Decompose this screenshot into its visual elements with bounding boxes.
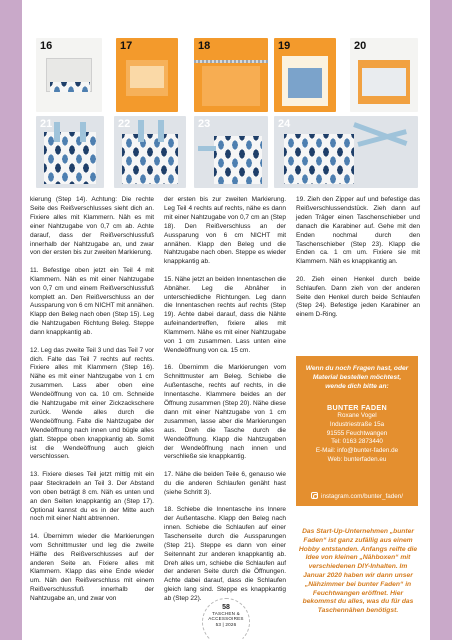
step-number: 17 — [120, 40, 133, 52]
strap — [54, 122, 60, 142]
paragraph: 19. Zieh den Zipper auf und befestige das Reißverschlussendstück. Zieh dann auf jeden Träger einen Taschenschieber und danach die Karabiner auf. Gehe mit den Enden nochmal durch den Taschenschieber (Step 23). Klapp die Enden ca. 1 cm um. Fixiere sie mit Klammern. Näh es knappkantig an. — [296, 196, 420, 266]
step-number: 20 — [354, 40, 367, 52]
instagram-icon — [311, 492, 318, 499]
zipper — [194, 60, 268, 63]
step-16-photo — [36, 38, 102, 112]
text-column-3 — [296, 196, 420, 329]
paragraph: kierung (Step 14). Achtung: Die rechte Seite des Reißverschlusses sieht dich an. Fixiere alles mit Klammern. Näh es mit einer Nahtzugabe von 0,7 cm ab. Achte darauf, dass der Reißverschlussfuß innerhalb der Nahtzugabe an, und zwar von der ersten bis zur zweiten Markierung. — [30, 196, 154, 257]
strap — [80, 122, 86, 142]
step-number: 23 — [198, 118, 211, 130]
contact-street: Industriestraße 15a — [329, 420, 385, 428]
page-frame-left — [0, 0, 22, 640]
strap — [198, 146, 216, 151]
step-18-photo — [194, 38, 268, 112]
paragraph: 13. Fixiere dieses Teil jetzt mittig mit ein paar Steckradeln an Teil 3. Der Abstand von oben beträgt 8 cm. Näh es unten und an den Seiten knappkantig an (Step 17). Optional kannst du es in der Mitte auch noch mit einer Naht abtrennen. — [30, 470, 154, 523]
step-number: 24 — [278, 118, 291, 130]
contact-box — [296, 356, 418, 506]
company-note: Das Start-Up-Unternehmen „bunter Faden“ ist ganz zufällig aus einem Hobby entstanden. Anfangs reifte die Idee von kleinen „Nähboxen“ mit verschiedenen DIY-Inhalten. Im Januar 2020 haben wir dann unser „Nähzimmer bei bunter Faden“ in Feuchtwangen eröffnet. Hier bekommst du alles, was du für das Taschennähen benötigst. — [298, 528, 418, 615]
contact-email[interactable]: E-Mail: info@bunter-faden.de — [315, 447, 399, 455]
paragraph: 20. Zieh einen Henkel durch beide Schlaufen. Dann zieh von der anderen Seite den Henkel durch beide Schlaufen (Step 24). Befestige jeden Karabiner an einem D-Ring. — [296, 275, 420, 319]
step-17-photo — [116, 38, 178, 112]
paragraph: 14. Übernimm wieder die Markierungen vom Schnittmuster und leg die zweite Hälfte des Reißverschlusses auf der anderen Seite an. Fixiere alles mit Klammern. Klapp das eine Ende wieder um. Näh den Reißverschluss mit einem Reißverschlussfuß innerhalb der Nahtzugabe an, und zwar von — [30, 532, 154, 603]
contact-name: Roxane Vogel — [337, 412, 377, 419]
step-number: 18 — [198, 40, 211, 52]
pattern-strip — [50, 82, 90, 92]
contact-city: 91555 Feuchtwangen — [326, 429, 388, 437]
page-number: 58 — [222, 604, 230, 611]
step-22-photo — [114, 116, 186, 188]
step-23-photo — [194, 116, 268, 188]
text-column-1 — [30, 196, 154, 613]
page-folio — [196, 604, 256, 627]
paragraph: 12. Leg das zweite Teil 3 und das Teil 7 vor dich. Falte das Teil 7 rechts auf rechts. Fixiere alles mit Klammern (Step 16). Nähe es mit einer Nahtzugabe von 1 cm zusammen. Lass aber oben eine Wendeöffnung von ca. 10 cm. Schneide die Nahtzugabe mit einer Zickzackschere zurück. Wende alles durch die Wendeöffnung. Falte die Nahtzugabe der Wendeöffnung nach innen und bügle alles glatt. Steppe oben knappkantig ab. Somit ist die Wendeöffnung auch gleich verschlossen. — [30, 346, 154, 461]
page-frame-right — [430, 0, 452, 640]
step-24-photo — [274, 116, 418, 188]
contact-intro: Wenn du noch Fragen hast, oder Material bestellen möchtest, wende dich bitte an: — [305, 365, 409, 390]
paragraph: 16. Übernimm die Markierungen vom Schnittmuster am Beleg. Schiebe die Außentasche, rechts auf rechts, in die Innentasche. Klammere beides an der Öffnung zusammen (Step 20). Nähe diese dann mit einer Nahtzugabe von 1 cm zusammen, lasse aber die Markierungen aus. Dreh die Tasche durch die Wendeöffnung. Klapp die Nahtzugaben der Wendeöffnung nach innen und verschließe sie knappkantig. — [164, 364, 286, 461]
paragraph: 11. Befestige oben jetzt ein Teil 4 mit Klammern. Näh es mit einer Nahtzugabe von 0,7 cm und einem Reißverschlussfuß komplett an. Den Reißverschluss an der Aussparung von 6 cm NICHT mit annähen. Klapp den Beleg nach oben (Step 15). Leg die Nahtzugaben Richtung Beleg. Steppe dann knappkantig ab. — [30, 266, 154, 337]
magazine-name-line-1: TASCHEN & — [212, 611, 240, 616]
step-19-photo — [274, 38, 336, 112]
paragraph: 17. Nähe die beiden Teile 6, genauso wie du die anderen Schlaufen genäht hast (siehe Schritt 3). — [164, 470, 286, 496]
contact-web[interactable]: Web: bunterfaden.eu — [327, 455, 387, 463]
text-column-2 — [164, 196, 286, 613]
step-number: 16 — [40, 40, 53, 52]
issue-number: 53 | 2026 — [215, 621, 237, 627]
inner-pocket — [288, 68, 322, 98]
step-number: 21 — [40, 118, 53, 130]
bag-fabric — [284, 134, 354, 184]
step-number: 19 — [278, 40, 291, 52]
strap — [158, 120, 164, 142]
contact-brand: BUNTER FADEN — [327, 403, 387, 412]
pocket — [130, 66, 164, 88]
paragraph: 18. Schiebe die Innentasche ins Innere der Außentasche. Klapp den Beleg nach innen. Schiebe die Schlaufen auf einer Taschenseite durch die Aussparungen (Step 21). Steppe es dann von einer Seitennaht zur anderen knappkantig ab. Dreh alles um, schiebe die Schlaufen auf der anderen Seite durch die Öffnungen. Achte dabei darauf, dass die Schlaufen gleich lang sind. Steppe es knappkantig ab (Step 22). — [164, 506, 286, 603]
bag-fabric — [44, 132, 96, 184]
contact-instagram[interactable] — [296, 492, 418, 500]
strap — [138, 120, 144, 142]
instagram-link[interactable]: instagram.com/bunter_faden/ — [321, 493, 403, 500]
bag-fabric — [214, 136, 262, 184]
contact-phone: Tel: 0163 2873440 — [331, 438, 383, 446]
paragraph: der ersten bis zur zweiten Markierung. Leg Teil 4 rechts auf rechts, nähe es dann mit einer Nahtzugabe von 0,7 cm an (Step 18). Den Reißverschluss an der Aussparung von 6 cm NICHT mit annähen. Klapp den Beleg und die Nahtzugabe nach oben. Steppe es wieder knappkantig ab. — [164, 196, 286, 266]
step-20-photo — [350, 38, 418, 112]
paragraph: 15. Nähe jetzt an beiden Innentaschen die Abnäher. Leg die Abnäher in unterschiedliche Richtungen. Leg dann die Innentaschen rechts auf rechts (Step 19). Achte dabei darauf, dass die Nähte aufeinandertreffen, fixiere alles mit Klammern. Nähe es mit einer Nahtzugabe von 1 cm zusammen. Lass unten eine Wendeöffnung von ca. 15 cm. — [164, 275, 286, 354]
fabric-piece — [202, 66, 260, 106]
magazine-name-line-2: ACCESSOIRES — [208, 616, 244, 622]
pocket — [362, 68, 406, 96]
step-number: 22 — [118, 118, 131, 130]
step-21-photo — [36, 116, 104, 188]
bag-fabric — [122, 134, 178, 184]
